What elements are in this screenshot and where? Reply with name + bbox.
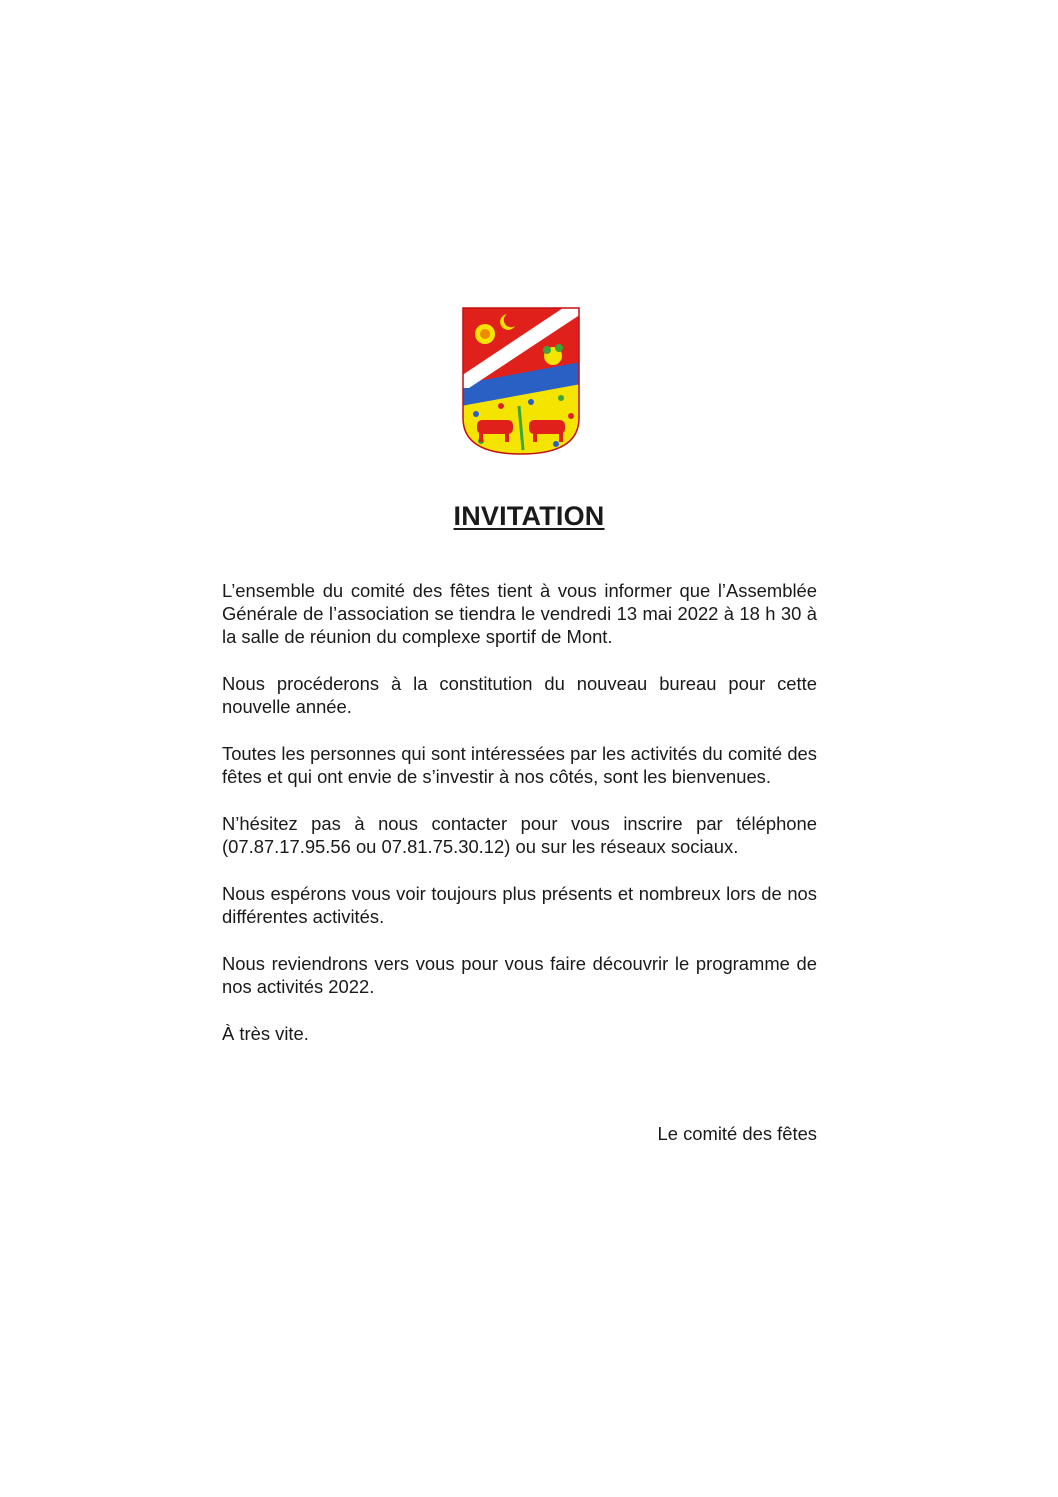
signature: Le comité des fêtes: [657, 1123, 817, 1144]
page-title: INVITATION: [453, 501, 605, 531]
paragraph-contact: N’hésitez pas à nous contacter pour vous inscrire par téléphone (07.87.17.95.56 ou 07.81.75.30.12) ou sur les réseaux sociaux.: [222, 813, 817, 857]
letter-body: [222, 579, 817, 1069]
paragraph-assemblee: L’ensemble du comité des fêtes tient à vous informer que l’Assemblée Générale de l’association se tiendra le vendredi 13 mai 2022 à 18 h 30 à la salle de réunion du complexe sportif de Mont.: [222, 580, 817, 647]
comite-des-fetes-crest-icon: [461, 306, 581, 456]
comite-des-fetes-logo: [461, 306, 581, 456]
paragraph-esperons: Nous espérons vous voir toujours plus présents et nombreux lors de nos différentes activités.: [222, 883, 817, 927]
paragraph-closing: À très vite.: [222, 1023, 309, 1044]
paragraph-programme: Nous reviendrons vers vous pour vous faire découvrir le programme de nos activités 2022.: [222, 953, 817, 997]
paragraph-bienvenue: Toutes les personnes qui sont intéressées par les activités du comité des fêtes et qui ont envie de s’investir à nos côtés, sont les bienvenues.: [222, 743, 817, 787]
paragraph-bureau: Nous procéderons à la constitution du nouveau bureau pour cette nouvelle année.: [222, 673, 817, 717]
